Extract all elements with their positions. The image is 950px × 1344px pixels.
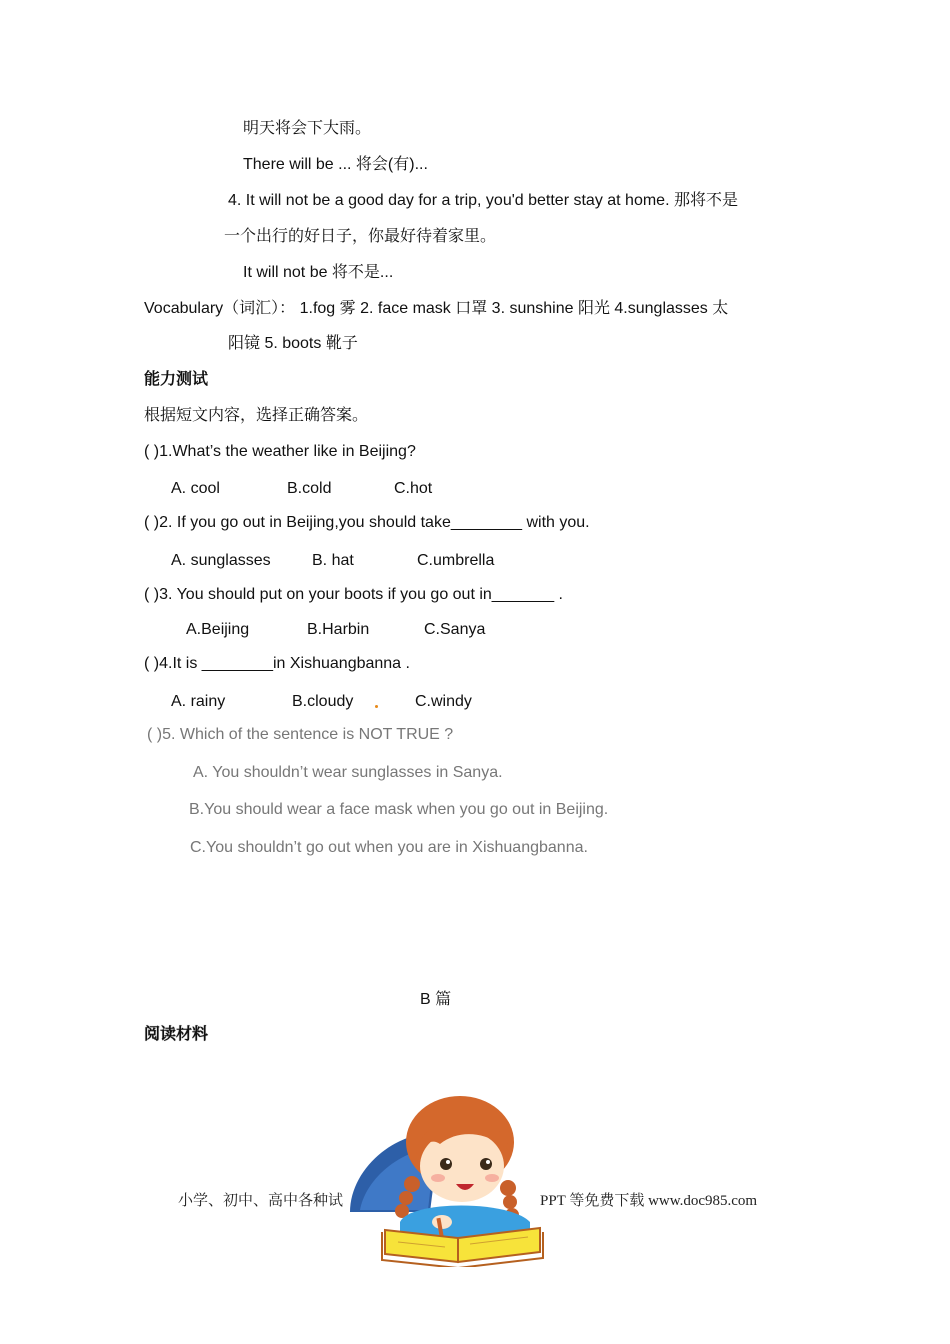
- q2-option-b: B. hat: [312, 552, 354, 569]
- q1-option-c: C.hot: [394, 480, 433, 497]
- intro-line-4: 一个出行的好日子，你最好待着家里。: [224, 228, 497, 245]
- q1-option-a: A. cool: [171, 480, 220, 497]
- q2-option-c: C.umbrella: [417, 552, 495, 569]
- reading-girl-illustration: [340, 1092, 550, 1267]
- q2-option-a: A. sunglasses: [171, 552, 271, 569]
- q4-option-c: C.windy: [415, 693, 472, 710]
- q4-option-a: A. rainy: [171, 693, 226, 710]
- q3-option-c: C.Sanya: [424, 621, 486, 638]
- q3-option-a: A.Beijing: [186, 621, 250, 638]
- question-1: ( )1.What’s the weather like in Beijing?: [144, 443, 416, 460]
- vocabulary-line-1: Vocabulary（词汇）： 1.fog 雾 2. face mask 口罩 3. sunshine 阳光 4.sunglasses 太: [144, 300, 729, 317]
- intro-line-5: It will not be 将不是...: [243, 264, 394, 281]
- q4-option-b: B.cloudy: [292, 693, 354, 710]
- intro-line-3: 4. It will not be a good day for a trip, you'd better stay at home. 那将不是: [228, 192, 738, 209]
- intro-line-1: 明天将会下大雨。: [243, 120, 372, 137]
- q3-option-b: B.Harbin: [307, 621, 370, 638]
- footer-left-text: 小学、初中、高中各种试: [178, 1193, 344, 1209]
- question-4: ( )4.It is ________in Xishuangbanna .: [144, 655, 410, 672]
- vocabulary-line-2: 阳镜 5. boots 靴子: [228, 335, 358, 352]
- q5-option-c: C.You shouldn’t go out when you are in Xishuangbanna.: [190, 839, 588, 856]
- footer-right-text: PPT 等免费下载 www.doc985.com: [540, 1193, 758, 1209]
- orange-dot: [375, 705, 378, 708]
- intro-line-2: There will be ... 将会(有)...: [243, 156, 428, 173]
- q5-option-a: A. You shouldn’t wear sunglasses in Sanya.: [193, 764, 503, 781]
- section-b-title: B 篇: [420, 991, 452, 1008]
- reading-material-heading: 阅读材料: [144, 1026, 209, 1043]
- question-2: ( )2. If you go out in Beijing,you should take________ with you.: [144, 514, 590, 531]
- question-3: ( )3. You should put on your boots if you go out in_______ .: [144, 586, 563, 603]
- q1-option-b: B.cold: [287, 480, 332, 497]
- question-5: ( )5. Which of the sentence is NOT TRUE ?: [147, 726, 454, 743]
- test-heading: 能力测试: [144, 371, 209, 388]
- q5-option-b: B.You should wear a face mask when you go out in Beijing.: [189, 801, 609, 818]
- test-instruction: 根据短文内容，选择正确答案。: [144, 407, 369, 424]
